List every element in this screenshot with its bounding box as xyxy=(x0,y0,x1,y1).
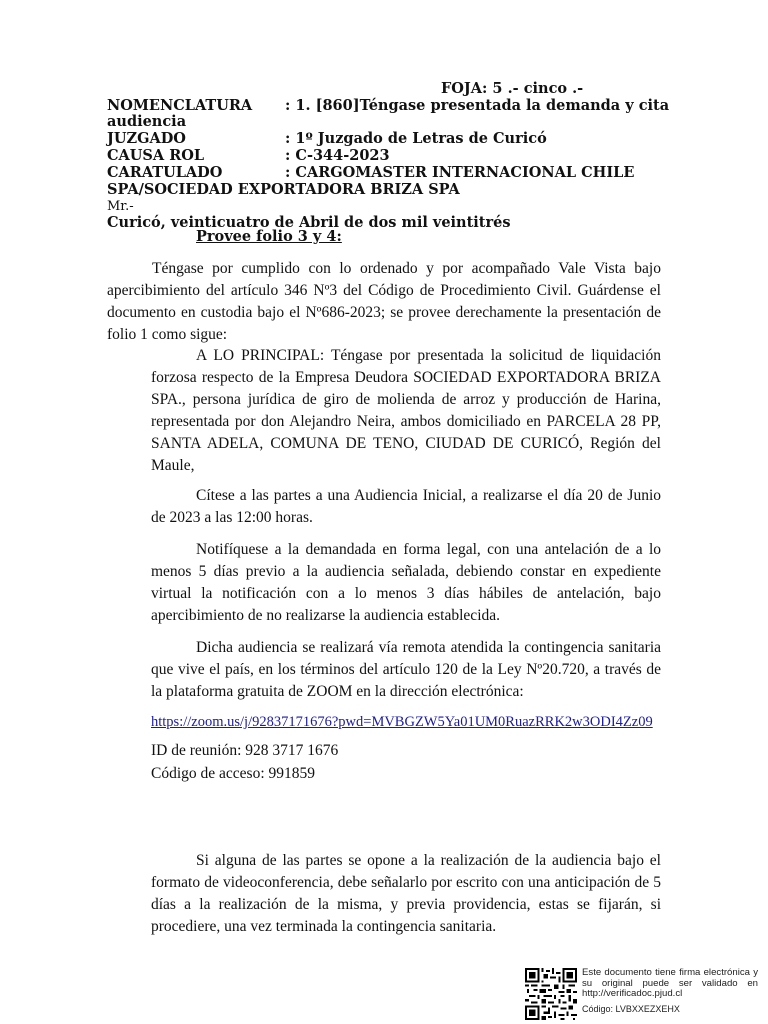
nomenclatura-value: : 1. [860]Téngase presentada la demanda y cita xyxy=(285,97,670,114)
validation-code: Código: LVBXXEZXEHX xyxy=(582,1004,680,1014)
meeting-id: ID de reunión: 928 3717 1676 xyxy=(151,742,339,759)
causa-rol-value: : C-344-2023 xyxy=(285,147,390,164)
qr-code-icon xyxy=(525,968,577,1020)
paragraph-citese: Cítese a las partes a una Audiencia Inicial, a realizarse el día 20 de Junio de 2023 a las 12:00 horas. xyxy=(151,487,661,526)
access-code: Código de acceso: 991859 xyxy=(151,765,316,782)
caratulado-continuation: SPA/SOCIEDAD EXPORTADORA BRIZA SPA xyxy=(107,181,460,198)
signature-note: Este documento tiene firma electrónica y su original puede ser validado en http://verificadoc.pjud.cl xyxy=(582,967,758,999)
date-line: Curicó, veinticuatro de Abril de dos mil veintitrés xyxy=(107,214,511,231)
juzgado-label: JUZGADO xyxy=(107,130,186,147)
nomenclatura-label: NOMENCLATURA xyxy=(107,97,253,114)
provee-heading: Provee folio 3 y 4: xyxy=(196,228,342,245)
juzgado-value: : 1º Juzgado de Letras de Curicó xyxy=(285,130,547,147)
causa-rol-label: CAUSA ROL xyxy=(107,147,205,164)
foja: FOJA: 5 .- cinco .- xyxy=(441,80,584,97)
caratulado-value: : CARGOMASTER INTERNACIONAL CHILE xyxy=(285,164,635,181)
paragraph-a-lo-principal: A LO PRINCIPAL: Téngase por presentada la solicitud de liquidación forzosa respecto de la Empresa Deudora SOCIEDAD EXPORTADORA BRIZA SPA., persona jurídica de giro de molienda de arroz y producción de Harina, representada por don Alejandro Neira, ambos domiciliado en PARCELA 28 PP, SANTA ADELA, COMUNA DE TENO, CIUDAD DE CURICÓ, Región del Maule, xyxy=(151,347,661,474)
paragraph-notifiquese: Notifíquese a la demandada en forma legal, con una antelación de a lo menos 5 días previo a la audiencia señalada, debiendo constar en expediente virtual la notificación con a lo menos 3 días hábiles de antelación, bajo apercibimiento de no realizarse la audiencia establecida. xyxy=(151,541,661,624)
initials: Mr.- xyxy=(107,199,134,214)
nomenclatura-continuation: audiencia xyxy=(107,113,187,130)
caratulado-label: CARATULADO xyxy=(107,164,223,181)
paragraph-tengase: Téngase por cumplido con lo ordenado y por acompañado Vale Vista bajo apercibimiento del artículo 346 Nº3 del Código de Procedimiento Civil. Guárdense el documento en custodia bajo el Nº686-2023; se provee derechamente la presentación de folio 1 como sigue: xyxy=(107,260,661,343)
zoom-link[interactable]: https://zoom.us/j/92837171676?pwd=MVBGZW5Ya01UM0RuazRRK2w3ODI4Zz09 xyxy=(151,714,653,730)
paragraph-dicha-audiencia: Dicha audiencia se realizará vía remota atendida la contingencia sanitaria que vive el país, en los términos del artículo 120 de la Ley Nº20.720, a través de la plataforma gratuita de ZOOM en la dirección electrónica: xyxy=(151,639,661,700)
paragraph-oposicion: Si alguna de las partes se opone a la realización de la audiencia bajo el formato de videoconferencia, debe señalarlo por escrito con una anticipación de 5 días a la realización de la misma, y previa providencia, estas se fijarán, si procediere, una vez terminada la contingencia sanitaria. xyxy=(151,852,661,935)
